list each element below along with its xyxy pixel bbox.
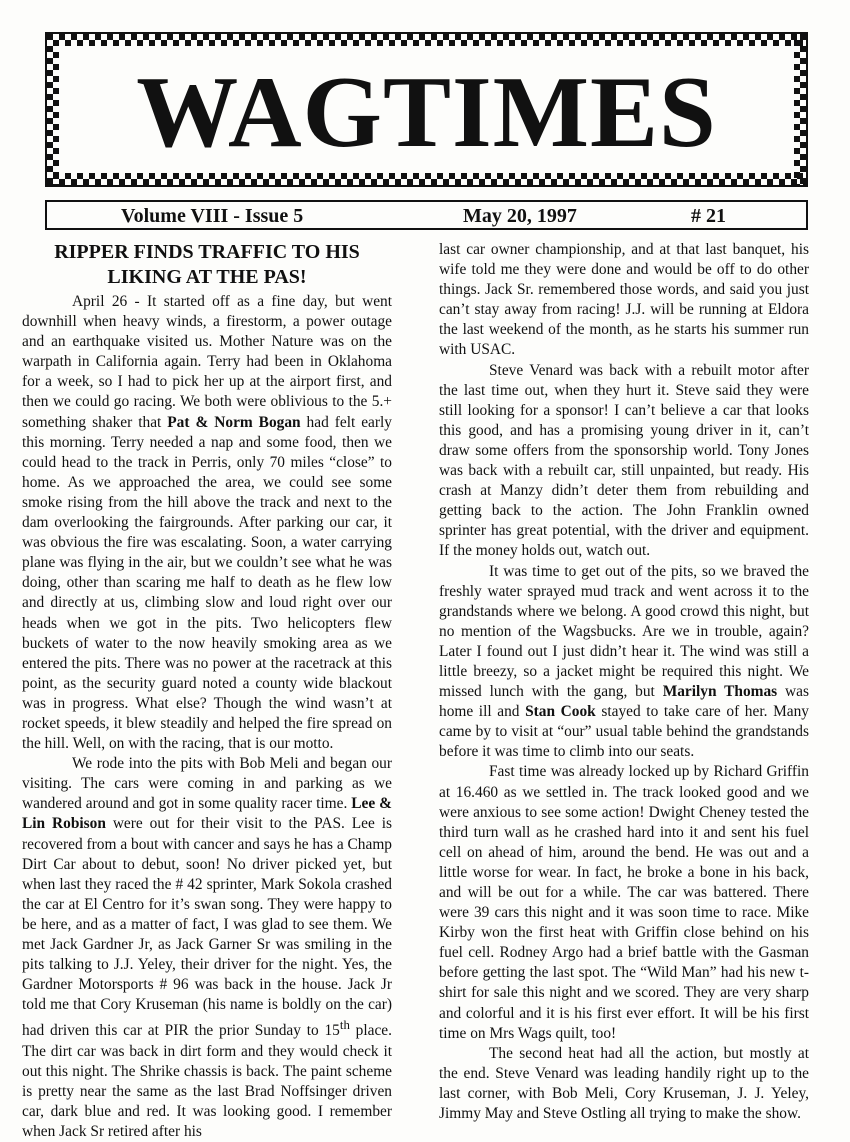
text-run: were out for their visit to the PAS. Lee is recovered from a bout with cancer and says he has a Champ Dirt Car about to debut, soon! No driver picked yet, but when last they raced the # 42 sprinter, Mark Sokola crashed the car at El Centro for it’s swan song. They were happy to be here, and as a matter of fact, I was glad to see them. We met Jack Gardner Jr, as Jack Garner Sr was smiling in the pits talking to J.J. Yeley, their driver for the night. Yes, the Gardner Motorsports # 96 was back in the house. Jack Jr told me that Cory Kruseman (his name is boldly on the car) had driven this car at PIR the prior Sunday to 15 bbox=[22, 815, 392, 1040]
article-paragraph bbox=[439, 562, 809, 763]
article-headline: RIPPER FINDS TRAFFIC TO HIS LIKING AT THE PAS! bbox=[54, 241, 360, 288]
text-run: had felt early this morning. Terry needed a nap and some food, then we could head to the track in Perris, only 70 miles “close” to home. As we approached the area, we could see some smoke rising from the hill above the track and next to the dam overlooking the fairgrounds. After parking our car, it was obvious the fire was escalating. Soon, a water carrying plane was flying in the air, but we couldn’t see what he was doing, other than scaring me half to death as he flew low and directly at us, climbing slow and loud right over our heads when we got in the pits. Two helicopters flew buckets of water to the now heavily smoking area as we entered the pits. There was no power at the racetrack at this point, as the security guard noted a county wide blackout was in progress. What else? Though the wind wasn’t at rocket speeds, it blew steadily and helped the fire spread on the hill. Well, on with the racing, that is our motto. bbox=[22, 413, 392, 753]
article-paragraph bbox=[22, 292, 392, 754]
masthead-banner bbox=[45, 32, 808, 187]
bold-name: Pat & Norm Bogan bbox=[167, 413, 301, 431]
text-run: stayed to take care of her. Many came by to visit at “our” usual table behind the grandstands before it was time to climb into our seats. bbox=[439, 703, 809, 761]
article-paragraph bbox=[439, 1044, 809, 1124]
text-run: place. The dirt car was back in dirt form and they would check it out this night. The Shrike chassis is back. The paint scheme is pretty near the same as the last Brad Noffsinger driven car, dark blue and red. It was looking good. I remember when Jack Sr retired after his bbox=[22, 1022, 392, 1140]
text-run: Fast time was already locked up by Richard Griffin at 16.460 as we settled in. The track looked good and we were anxious to see some action! Dwight Cheney tested the third turn wall as he crashed hard into it and sent his fuel cell on ahead of him, around the bend. He was out and a little worse for wear. In fact, he broke a bone in his back, and will be out for a while. The car was battered. There were 39 cars this night and it was soon time to race. Mike Kirby won the first heat with Griffin close behind on his fuel cell. Rodney Argo had a brief battle with the Gasman before getting the last spot. The “Wild Man” had his new t-shirt for sale this night and we scored. They are very sharp and colorful and it is his first ever effort. It will be his first time on Mrs Wags quilt, too! bbox=[439, 763, 809, 1042]
article-paragraph bbox=[439, 240, 809, 361]
issue-number: # 21 bbox=[691, 205, 726, 227]
article-paragraph bbox=[22, 754, 392, 1142]
issue-volume: Volume VIII - Issue 5 bbox=[121, 205, 304, 227]
text-run: The second heat had all the action, but mostly at the end. Steve Venard was leading handily right up to the last corner, with Bob Meli, Cory Kruseman, J. J. Yeley, Jimmy May and Steve Ostling all trying to make the show. bbox=[439, 1044, 809, 1123]
article-paragraph bbox=[439, 361, 809, 562]
issue-date: May 20, 1997 bbox=[463, 205, 577, 227]
superscript: th bbox=[339, 1018, 350, 1033]
article-column-left bbox=[22, 240, 392, 1142]
issue-info-bar bbox=[45, 200, 808, 230]
text-run: last car owner championship, and at that last banquet, his wife told me they were done and would be off to do other things. Jack Sr. remembered those words, and said you just can’t stay away from racing! J.J. will be running at Eldora the last weekend of the month, as he starts his summer run with USAC. bbox=[439, 241, 809, 359]
text-run: We rode into the pits with Bob Meli and began our visiting. The cars were coming in and parking as we wandered around and got in some quality racer time. bbox=[22, 755, 392, 813]
text-run: April 26 - It started off as a fine day, but went downhill when heavy winds, a firestorm, a power outage and an earthquake visited us. Mother Nature was on the warpath in California again. Terry had been in Oklahoma for a week, so I had to pick her up at the airport first, and then we could go racing. We both were oblivious to the 5.+ something shaker that bbox=[22, 293, 392, 431]
text-run: Steve Venard was back with a rebuilt motor after the last time out, when they hurt it. Steve said they were still looking for a sponsor! I can’t believe a car that looks this good, and has a promising young driver in it, can’t draw some offers from the sponsorship world. Tony Jones was back with a rebuilt car, still unpainted, but ready. His crash at Manzy didn’t deter them from rebuilding and getting back to the action. The John Franklin owned sprinter has great potential, with the driver and equipment. If the money holds out, watch out. bbox=[439, 361, 809, 560]
bold-name: Marilyn Thomas bbox=[662, 683, 778, 701]
text-run: was home ill and bbox=[439, 683, 809, 721]
article-column-right bbox=[439, 240, 809, 1124]
bold-name: Lee & Lin Robison bbox=[22, 795, 392, 833]
bold-name: Stan Cook bbox=[525, 703, 596, 721]
masthead-title: WAGTIMES bbox=[136, 56, 717, 169]
article-paragraph bbox=[439, 762, 809, 1043]
text-run: It was time to get out of the pits, so we braved the freshly water sprayed mud track and went across it to the grandstands where we belong. A good crowd this night, but no mention of the Wagsbucks. Are we in trouble, again? Later I found out I just didn’t hear it. The wind was still a little breezy, so a jacket might be required this night. We missed lunch with the gang, but bbox=[439, 562, 809, 701]
